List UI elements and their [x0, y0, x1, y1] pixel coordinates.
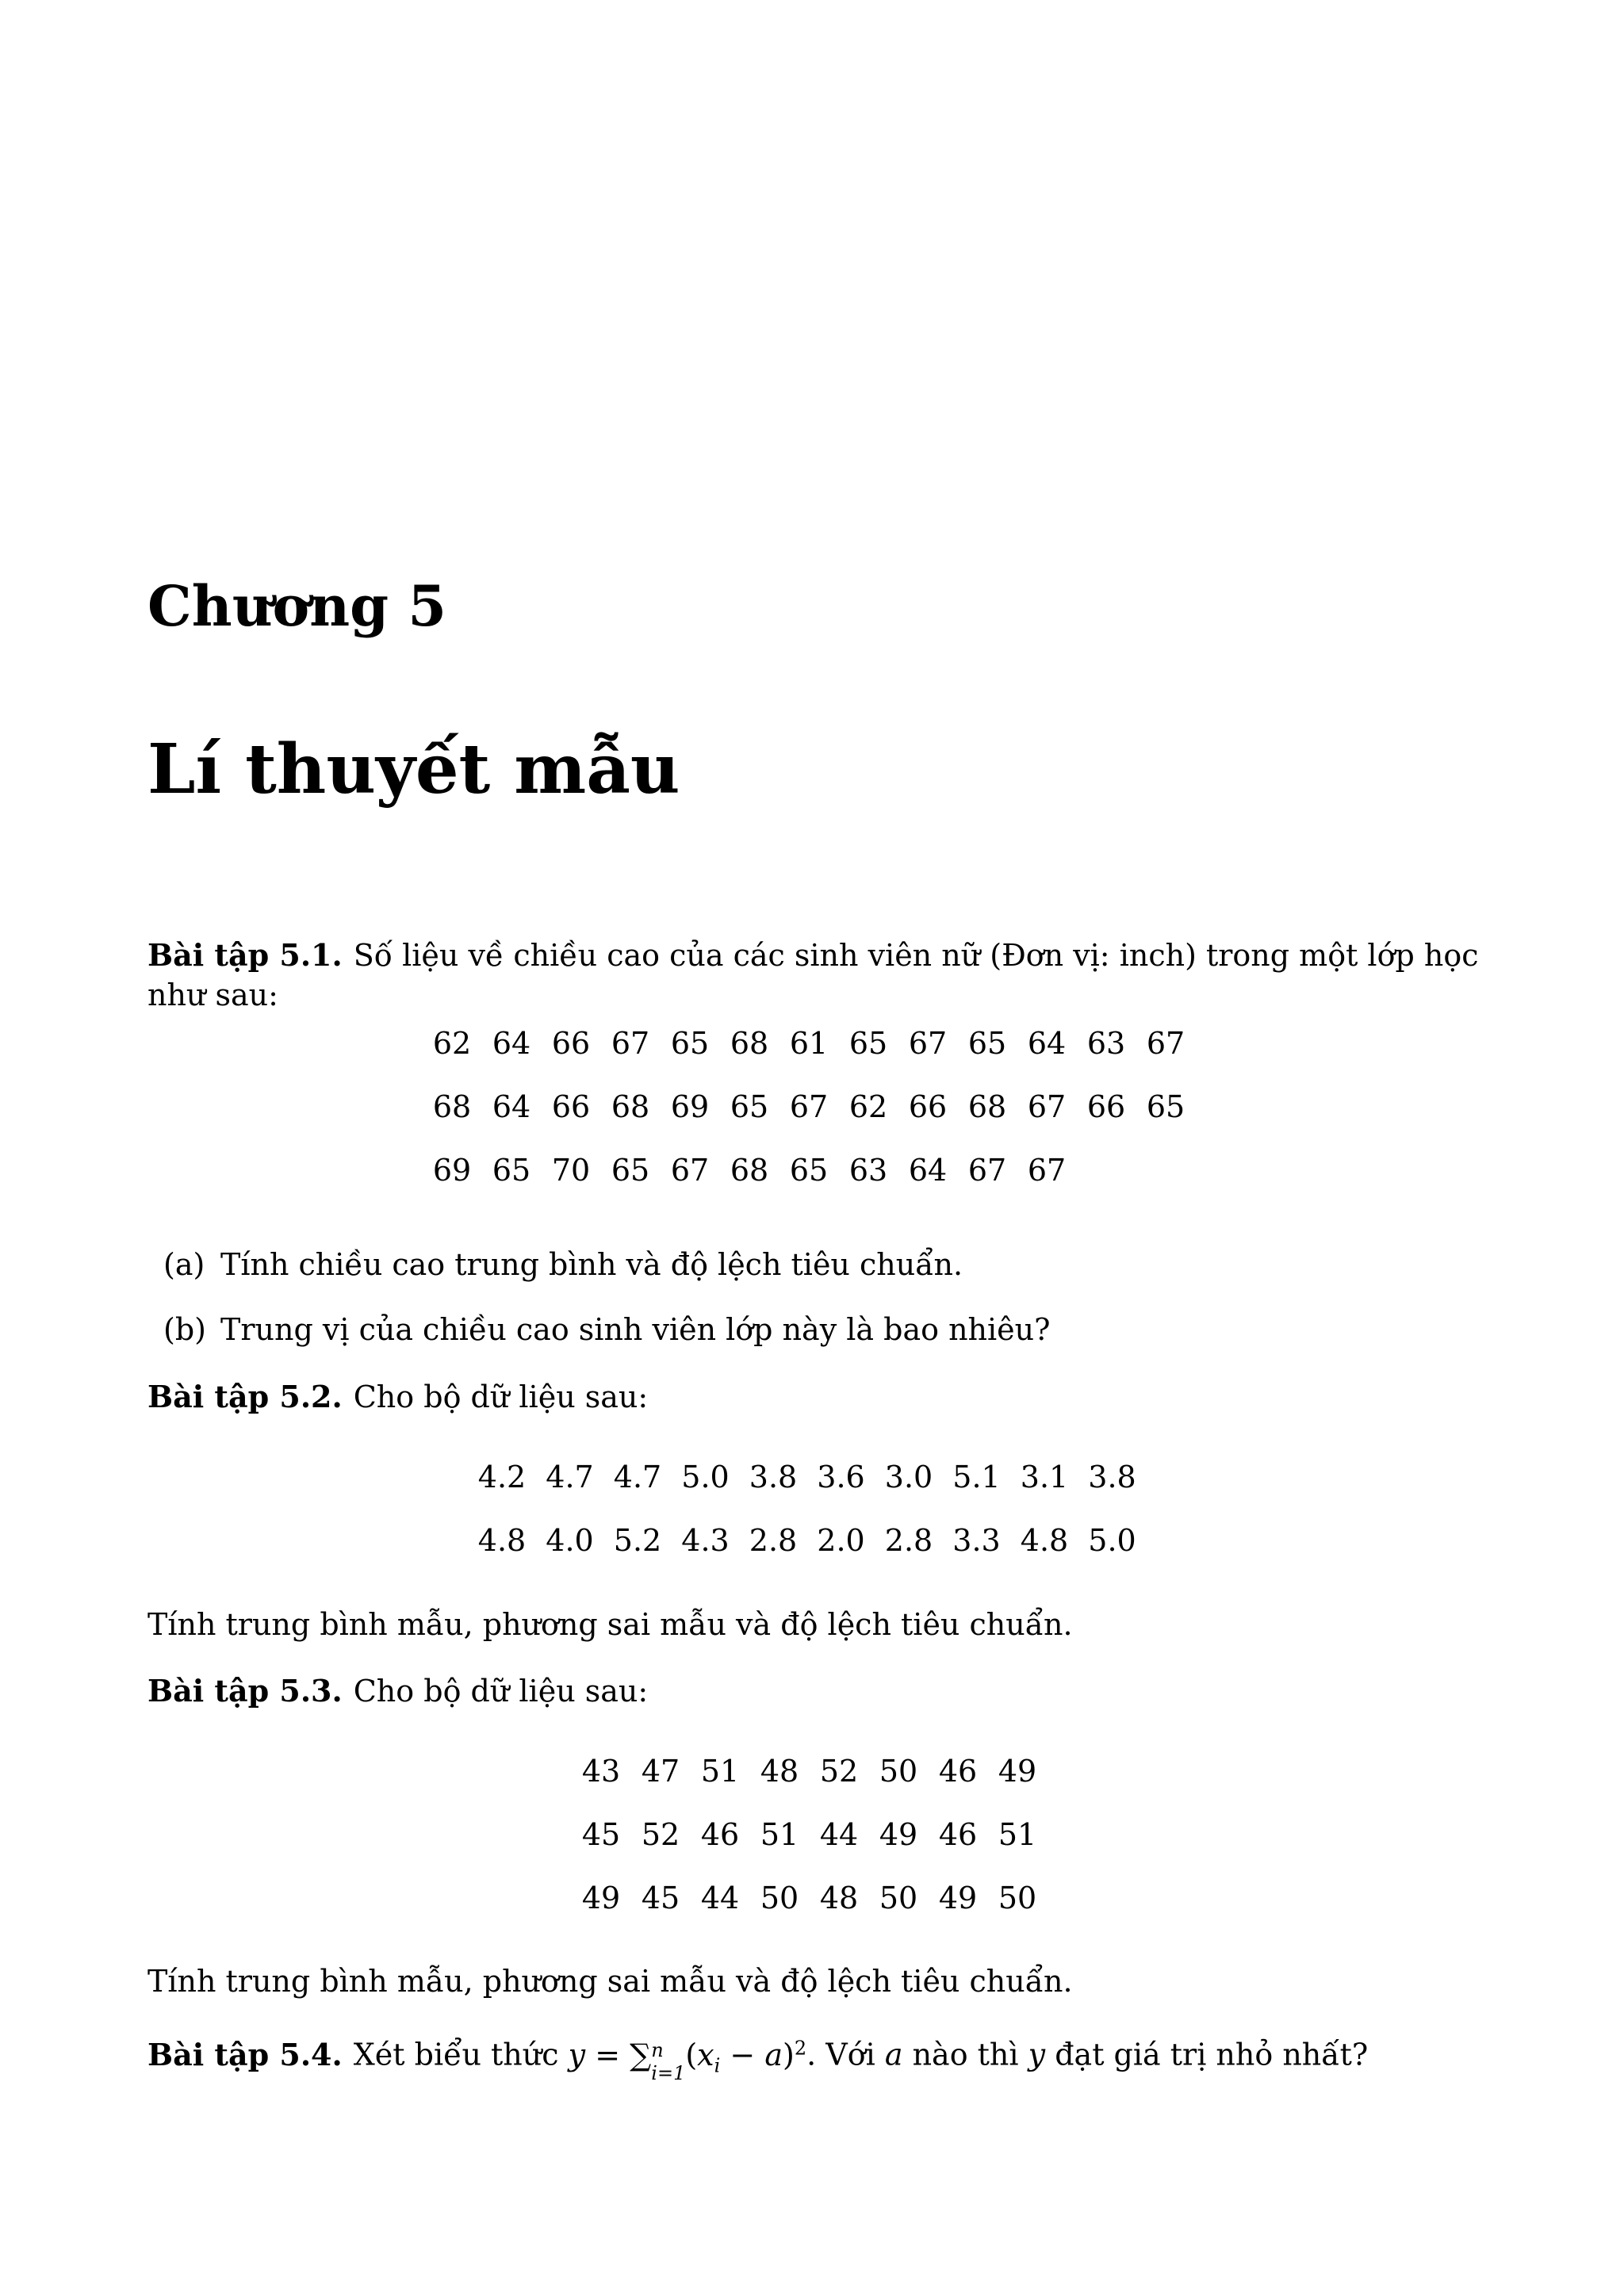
- table-cell: 5.1: [952, 1460, 1001, 1494]
- item-text: Tính chiều cao trung bình và độ lệch tiêu chuẩn.: [220, 1247, 963, 1282]
- table-cell: 49: [581, 1881, 621, 1915]
- exercise-5-3-text: Cho bộ dữ liệu sau:: [353, 1674, 649, 1709]
- table-cell: 62: [848, 1089, 888, 1124]
- item-label: (a): [163, 1247, 205, 1282]
- table-cell: 47: [641, 1754, 680, 1789]
- table-cell: 52: [819, 1754, 859, 1789]
- table-cell: 3.0: [884, 1460, 933, 1494]
- table-cell: 4.3: [681, 1523, 730, 1558]
- table-cell: 67: [611, 1026, 650, 1061]
- exercise-5-4-pre: Xét biểu thức: [353, 2037, 559, 2072]
- table-cell: 46: [938, 1754, 978, 1789]
- formula-minus: −: [730, 2037, 756, 2072]
- table-cell: 65: [789, 1153, 829, 1188]
- table-cell: 66: [1086, 1089, 1126, 1124]
- formula-paren-close: ): [782, 2037, 795, 2072]
- table-cell: 68: [432, 1089, 472, 1124]
- formula-power: 2: [794, 2037, 807, 2059]
- exercise-5-2-statement: [147, 1377, 1488, 1417]
- table-cell: 50: [879, 1881, 918, 1915]
- item-text: Trung vị của chiều cao sinh viên lớp này là bao nhiêu?: [220, 1312, 1051, 1347]
- table-cell: 2.8: [884, 1523, 933, 1558]
- table-cell: 50: [879, 1754, 918, 1789]
- table-cell: 65: [670, 1026, 710, 1061]
- table-cell: 3.6: [817, 1460, 865, 1494]
- table-cell: 4.0: [546, 1523, 594, 1558]
- table-cell: 64: [1027, 1026, 1067, 1061]
- table-cell: 67: [670, 1153, 710, 1188]
- formula: [568, 2037, 807, 2085]
- table-cell: 67: [908, 1026, 948, 1061]
- table-cell: 51: [760, 1817, 799, 1852]
- exercise-5-1-statement: [147, 936, 1488, 1015]
- variable-a: a: [884, 2037, 903, 2072]
- table-cell: 51: [700, 1754, 740, 1789]
- exercise-5-1-item-b: [163, 1310, 1051, 1349]
- table-cell: 5.2: [613, 1523, 662, 1558]
- table-cell: 61: [789, 1026, 829, 1061]
- exercise-5-2-task: Tính trung bình mẫu, phương sai mẫu và độ lệch tiêu chuẩn.: [147, 1607, 1073, 1642]
- table-cell: 50: [998, 1881, 1037, 1915]
- table-cell: 67: [1146, 1026, 1185, 1061]
- formula-paren-open: (: [685, 2037, 698, 2072]
- table-cell: 65: [848, 1026, 888, 1061]
- chapter-title: Lí thuyết mẫu: [147, 729, 680, 809]
- exercise-5-1-text: Số liệu về chiều cao của các sinh viên nữ (Đơn vị: inch) trong một lớp học như sau:: [147, 938, 1479, 1012]
- formula-y: y: [568, 2037, 586, 2072]
- table-cell: 45: [581, 1817, 621, 1852]
- exercise-5-2-heading: Bài tập 5.2.: [147, 1379, 343, 1414]
- table-cell: 65: [730, 1089, 769, 1124]
- table-cell: 69: [670, 1089, 710, 1124]
- table-cell: 67: [1027, 1153, 1067, 1188]
- table-cell: 4.8: [1020, 1523, 1069, 1558]
- table-cell: 48: [760, 1754, 799, 1789]
- table-cell: 44: [700, 1881, 740, 1915]
- sum-upper-limit: n: [651, 2038, 664, 2061]
- table-cell: 68: [730, 1026, 769, 1061]
- table-cell: 68: [967, 1089, 1007, 1124]
- exercise-5-4-post3: đạt giá trị nhỏ nhất?: [1055, 2037, 1369, 2072]
- chapter-label: Chương 5: [147, 573, 447, 639]
- table-cell: 64: [492, 1089, 531, 1124]
- formula-x-subscript: i: [714, 2054, 721, 2077]
- table-cell: 48: [819, 1881, 859, 1915]
- exercise-5-4-post1: . Với: [806, 2037, 875, 2072]
- variable-y: y: [1028, 2037, 1046, 2072]
- table-cell: 69: [432, 1153, 472, 1188]
- table-cell: 52: [641, 1817, 680, 1852]
- table-cell: 2.0: [817, 1523, 865, 1558]
- table-cell: 65: [611, 1153, 650, 1188]
- table-cell: 65: [492, 1153, 531, 1188]
- table-cell: 63: [1086, 1026, 1126, 1061]
- table-cell: 43: [581, 1754, 621, 1789]
- table-cell: 62: [432, 1026, 472, 1061]
- table-cell: 5.0: [1088, 1523, 1136, 1558]
- table-cell: 66: [908, 1089, 948, 1124]
- table-cell: 65: [967, 1026, 1007, 1061]
- exercise-5-3-heading: Bài tập 5.3.: [147, 1673, 343, 1709]
- table-cell: 50: [760, 1881, 799, 1915]
- table-cell: 63: [848, 1153, 888, 1188]
- table-cell: 67: [967, 1153, 1007, 1188]
- exercise-5-3-task: Tính trung bình mẫu, phương sai mẫu và độ lệch tiêu chuẩn.: [147, 1964, 1073, 1999]
- sum-lower-limit: i=1: [651, 2062, 686, 2085]
- exercise-5-4-post2: nào thì: [912, 2037, 1019, 2072]
- sum-symbol: ∑: [630, 2037, 652, 2072]
- formula-x: x: [697, 2037, 714, 2072]
- table-cell: 49: [879, 1817, 918, 1852]
- table-cell: 2.8: [749, 1523, 798, 1558]
- item-label: (b): [163, 1312, 206, 1347]
- table-cell: 4.2: [477, 1460, 527, 1494]
- table-cell: 49: [998, 1754, 1037, 1789]
- table-cell: 68: [730, 1153, 769, 1188]
- table-cell: 64: [492, 1026, 531, 1061]
- table-cell: 46: [700, 1817, 740, 1852]
- table-cell: 45: [641, 1881, 680, 1915]
- table-cell: 3.1: [1020, 1460, 1069, 1494]
- sum-limits: [651, 2035, 685, 2086]
- table-cell: 64: [908, 1153, 948, 1188]
- table-cell: 70: [551, 1153, 591, 1188]
- exercise-5-1-item-a: [163, 1245, 963, 1284]
- table-cell: 5.0: [681, 1460, 730, 1494]
- exercise-5-4-statement: [147, 2028, 1488, 2085]
- table-cell: 51: [998, 1817, 1037, 1852]
- table-cell: 4.8: [477, 1523, 527, 1558]
- table-cell: 3.3: [952, 1523, 1001, 1558]
- exercise-5-1-heading: Bài tập 5.1.: [147, 937, 343, 973]
- table-cell: 44: [819, 1817, 859, 1852]
- formula-eq: =: [595, 2037, 621, 2072]
- table-cell: 66: [551, 1026, 591, 1061]
- table-cell: 4.7: [613, 1460, 662, 1494]
- exercise-5-3-statement: [147, 1671, 1488, 1711]
- table-cell: 3.8: [749, 1460, 798, 1494]
- table-cell: 65: [1146, 1089, 1185, 1124]
- table-cell: 49: [938, 1881, 978, 1915]
- table-cell: 67: [789, 1089, 829, 1124]
- formula-a: a: [764, 2037, 783, 2072]
- exercise-5-2-text: Cho bộ dữ liệu sau:: [353, 1380, 649, 1414]
- exercise-5-4-heading: Bài tập 5.4.: [147, 2036, 343, 2072]
- table-cell: 3.8: [1088, 1460, 1136, 1494]
- table-cell: 67: [1027, 1089, 1067, 1124]
- table-cell: 68: [611, 1089, 650, 1124]
- table-cell: 66: [551, 1089, 591, 1124]
- table-cell: 46: [938, 1817, 978, 1852]
- table-cell: 4.7: [546, 1460, 594, 1494]
